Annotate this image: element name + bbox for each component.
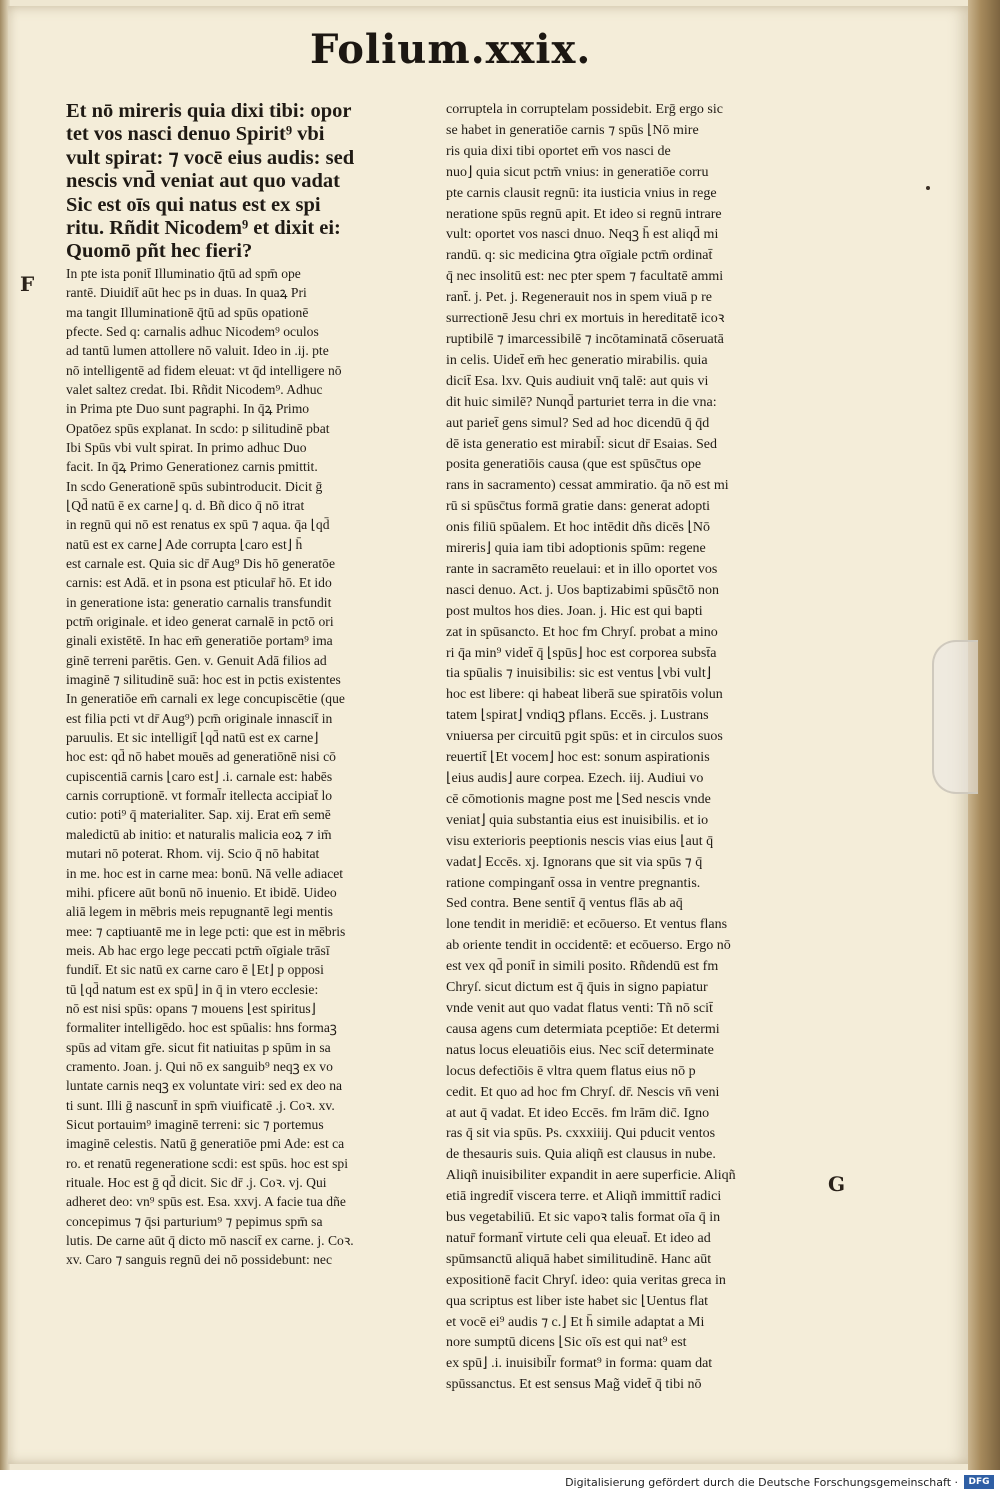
text-line: zat in spūsancto. Et hoc fm Chryſ. probat a mino <box>446 624 718 640</box>
text-line: pte carnis clausit regnū: ita iusticia vnius in rege <box>446 185 717 201</box>
text-line: nasci denuo. Act. j. Uos baptizabimi spūsc̄tō non <box>446 582 719 598</box>
text-line: natū est ex carne⌋ Ade corrupta ⌊caro est⌋ h̄ <box>66 536 303 552</box>
text-line: paruulis. Et sic intelligit̄ ⌊qd̄ natū est ex carne⌋ <box>66 730 319 746</box>
text-line: ginē terreni parētis. Gen. v. Genuit Adā filios ad <box>66 652 327 668</box>
text-line: concepimus ⁊ q̄si parturium⁹ ⁊ pepimus spm̄ sa <box>66 1213 323 1229</box>
ink-mark <box>926 186 930 190</box>
text-line: posita generatiōis causa (que est spūsc̄tus ope <box>446 457 702 473</box>
text-line: nō intelligentē ad fidem eleuat: vt q̄d intelligere nō <box>66 362 342 378</box>
text-line: In generatiōe em̄ carnali ex lege concupiscētie (que <box>66 691 345 707</box>
text-line: locus defectiōis ē vltra quem flatus eius nō p <box>446 1063 696 1079</box>
text-line: ⌊eius audis⌋ aure corpea. Ezech. iij. Audiui vo <box>446 771 704 786</box>
text-line: spūssanctus. Et est sensus Mag̃ videt̄ q̄ tibi nō <box>446 1377 702 1393</box>
opening-line: Et nō mireris quia dixi tibi: opor <box>66 100 352 122</box>
text-line: spūs ad vitam gr̄e. sicut fit natiuitas p spūm in sa <box>66 1039 331 1055</box>
text-line: veniat⌋ quia substantia eius est inuisibilis. et io <box>446 812 709 828</box>
text-line: xv. Caro ⁊ sanguis regnū dei nō possidebunt: nec <box>66 1252 333 1268</box>
text-line: randū. q: sic medicina ꝯtra oīgiale pctm̄ ordinat̄ <box>446 248 713 264</box>
text-line: qua scriptus est liber iste habet sic ⌊Uentus flat <box>446 1293 709 1309</box>
opening-line: Sic est oīs qui natus est ex spi <box>66 193 321 216</box>
opening-line: vult spirat: ⁊ vocē eius audis: sed <box>66 146 355 169</box>
dfg-logo: DFG <box>964 1475 994 1489</box>
text-line: est vex qd̄ ponit̄ in simili posito. Rñdendū est fm <box>446 959 719 975</box>
text-line: ris quia dixi tibi oportet em̄ vos nasci de <box>446 143 671 159</box>
text-line: in regnū qui nō est renatus ex spū ⁊ aqua. q̄a ⌊qd̄ <box>66 517 330 533</box>
text-line: et vocē ei⁹ audis ⁊ c.⌋ Et h̄ simile adaptat a Mi <box>446 1314 705 1330</box>
footer-bar <box>0 1470 1000 1493</box>
text-line: meis. Ab hac ergo lege peccati pctm̄ oīgiale trāsī <box>66 942 330 958</box>
text-line: ginali existētē. In hac em̄ generatiōe portam⁹ ima <box>66 633 333 649</box>
text-column-left <box>66 100 426 1270</box>
text-line: ras q̄ sit via spūs. Ps. cxxxiiij. Qui pducit ventos <box>446 1126 716 1142</box>
text-line: visu exterioris peeptionis nescis vias eius ⌊aut q̄ <box>446 833 714 849</box>
text-line: est carnale est. Quia sic dr̄ Aug⁹ Dis hō generatōe <box>66 556 335 571</box>
text-line: dē ista generatio est mirabil̄: sicut dr̄ Esaias. Sed <box>446 436 717 452</box>
text-line: ab oriente tendit in occidentē: et ecōuerso. Ergo nō <box>446 938 731 954</box>
text-line: tia spūalis ⁊ inuisibilis: sic est ventus ⌊vbi vult⌋ <box>446 666 712 682</box>
text-line: cramento. Joan. j. Qui nō ex sanguib⁹ neqꝫ ex vo <box>66 1058 333 1074</box>
text-line: cedit. Et quo ad hoc fm Chryſ. dr̄. Nescis vn̄ veni <box>446 1084 720 1100</box>
text-line: tū ⌊qd̄ natum est ex spū⌋ in q̄ in vtero ecclesie: <box>66 981 319 997</box>
text-column-right <box>446 100 816 1396</box>
text-line: nuo⌋ quia sicut pctm̄ vnius: in generatiōe corru <box>446 164 709 180</box>
text-line: de thesauris suis. Quia aliqñ est clausus in nube. <box>446 1147 716 1163</box>
text-line: formaliter intelligēdo. hoc est spūalis: hns formaꝫ <box>66 1020 337 1036</box>
text-line: hoc est libere: qi habeat liberā sue spiratōis volun <box>446 687 723 703</box>
text-line: luntate carnis neqꝫ ex voluntate viri: sed ex deo na <box>66 1078 343 1094</box>
text-line: Chryſ. sicut dictum est q̄ q̄uis in signo papiatur <box>446 980 708 996</box>
funding-credit: Digitalisierung gefördert durch die Deutsche Forschungsgemeinschaft · <box>565 1476 958 1489</box>
text-line: valet saltez credat. Ibi. Rñdit Nicodem⁹. Adhuc <box>66 381 323 397</box>
page-clip <box>932 640 978 794</box>
opening-line: Quomō pñt hec fieri? <box>66 240 253 263</box>
text-line: in me. hoc est in carne mea: bonū. Nā velle adiacet <box>66 865 344 881</box>
opening-line: nescis vnd̄ veniat aut quo vadat <box>66 170 340 193</box>
text-line: In scdo Generationē spūs subintroducit. Dicit ḡ <box>66 478 323 494</box>
text-line: etiā ingredit̄ viscera terre. et Aliqñ immittit̄ radici <box>446 1189 722 1205</box>
text-line: aut pariet̄ gens simul? Sed ad hoc dicendū q̄ q̄d <box>446 415 710 431</box>
text-line: reuertit̄ ⌊Et vocem⌋ hoc est: sonum aspirationis <box>446 750 710 766</box>
commentary-right <box>446 100 816 1396</box>
text-line: ad tantū lumen attollere nō valuit. Ideo in .ij. pte <box>66 343 329 359</box>
text-line: ruptibilē ⁊ imarcessibilē ⁊ incōtaminatā cōseruatā <box>446 331 724 347</box>
text-line: pfecte. Sed q: carnalis adhuc Nicodem⁹ oculos <box>66 323 319 339</box>
text-line: expositionē facit Chryſ. ideo: quia veritas greca in <box>446 1272 726 1288</box>
text-line: Aliqñ inuisibiliter expandit in aere superficie. Aliqñ <box>446 1168 736 1184</box>
opening-passage <box>66 100 426 264</box>
text-line: imaginē ⁊ silitudinē suā: hoc est in pctis existentes <box>66 672 341 688</box>
text-line: lone tendit in meridiē: et ecōuerso. Et ventus flans <box>446 917 728 933</box>
text-line: pctm̄ originale. et ideo generat carnalē in pctō ori <box>66 614 334 630</box>
text-line: ro. et renatū regeneratione scdi: est spūs. hoc est spi <box>66 1155 348 1171</box>
text-line: rituale. Hoc est ḡ qd̄ dicit. Sic dr̄ .j. Coꝛ. vj. Qui <box>66 1175 327 1190</box>
text-line: rantē. Diuidit̄ aūt hec ps in duas. In quaꝝ Pri <box>66 285 307 301</box>
text-line: mutari nō poterat. Rhom. vij. Scio q̄ nō habitat <box>66 846 320 862</box>
text-line: ma tangit Illuminationē q̄tū ad spūs opationē <box>66 304 309 320</box>
text-line: mihi. pficere aūt bonū nō inuenio. Et ibidē. Uideo <box>66 884 337 900</box>
text-line: natur̄ formant̄ virtute celi qua eleuat̄. Et ideo ad <box>446 1230 711 1246</box>
text-line: neratione spūs regnū apit. Et ideo si regnū intrare <box>446 206 722 222</box>
text-line: carnis: est Adā. et in psona est pticular̄ hō. Et ido <box>66 575 332 591</box>
text-line: est filia pcti vt dr̄ Aug⁹) pcm̄ originale innascit̄ in <box>66 710 333 726</box>
text-line: in celis. Uidet̄ em̄ hec generatio mirabilis. quia <box>446 352 708 368</box>
text-line: q̄ nec insolitū est: nec pter spem ⁊ facultatē ammi <box>446 269 724 285</box>
text-line: aliā legem in mēbris meis repugnantē legi mentis <box>66 904 333 920</box>
text-line: tatem ⌊spirat⌋ vndiqꝫ pflans. Eccēs. j. Lustrans <box>446 708 709 724</box>
text-line: cē cōmotionis magne post me ⌊Sed nescis vnde <box>446 791 711 807</box>
text-line: spūmsanctū aliquā habet similitudinē. Hanc aūt <box>446 1251 712 1267</box>
opening-line: ritu. Rñdit Nicodem⁹ et dixit ei: <box>66 217 341 240</box>
text-line: ex spū⌋ .i. inuisibil̄r format⁹ in forma: quam dat <box>446 1356 713 1372</box>
text-line: mee: ⁊ captiuantē me in lege pcti: que est in mēbris <box>66 923 346 939</box>
opening-line: tet vos nasci denuo Spirit⁹ vbi <box>66 123 325 146</box>
text-line: hoc est: qd̄ nō habet mouēs ad generatiōnē nisi cō <box>66 749 336 765</box>
text-line: maledictū ab initio: et naturalis malicia eoꝝ ⁊ im̄ <box>66 826 332 842</box>
text-line: dicit̄ Esa. lxv. Quis audiuit vnq̄ talē: aut quis vi <box>446 373 709 389</box>
text-line: imaginē celestis. Natū ḡ generatiōe pmi Ade: est ca <box>66 1136 345 1152</box>
text-line: Ibi Spūs vbi vult spirat. In primo adhuc Duo <box>66 439 307 455</box>
text-line: nō est nisi spūs: opans ⁊ mouens ⌊est spiritus⌋ <box>66 1000 316 1016</box>
text-line: rant̄. j. Pet. j. Regenerauit nos in spem viuā p re <box>446 290 712 306</box>
text-line: in generatione ista: generatio carnalis transfundit <box>66 594 332 610</box>
text-line: ratione compingant̄ ossa in ventre pregnantis. <box>446 875 701 891</box>
text-line: surrectionē Jesu chri ex mortuis in hereditatē icoꝛ <box>446 311 725 327</box>
text-line: causa agens cum determiata pceptiōe: Et determi <box>446 1021 720 1037</box>
text-line: vult: oportet vos nasci dnuo. Neqꝫ h̄ est aliqd̄ mi <box>446 227 719 243</box>
text-line: cupiscentiā carnis ⌊caro est⌋ .i. carnale est: habēs <box>66 768 333 784</box>
text-line: adheret deo: vn⁹ spūs est. Esa. xxvj. A facie tua dñe <box>66 1194 346 1210</box>
text-line: cutio: poti⁹ q̄ materialiter. Sap. xij. Erat em̄ semē <box>66 807 331 823</box>
text-line: at aut q̄ vadat. Et ideo Eccēs. fm lrām dic̄. Igno <box>446 1105 710 1121</box>
text-line: natus locus eleuatiōis eius. Nec scit̄ determinate <box>446 1042 714 1058</box>
text-line: bus vegetabiliū. Et sic vapoꝛ talis format oīa q̄ in <box>446 1210 721 1226</box>
text-line: lutis. De carne aūt q̄ dicto mō nascit̄ ex carne. j. Coꝛ. <box>66 1233 354 1249</box>
page-folio-heading: Folium.xxix. <box>310 26 592 73</box>
text-line: vadat⌋ Eccēs. xj. Ignorans que sit via spūs ⁊ q̄ <box>446 854 703 870</box>
text-line: Sed contra. Bene sentit̄ q̄ ventus flās ab aq̄ <box>446 896 683 912</box>
text-line: facit. In q̄ꝝ Primo Generationez carnis pmittit. <box>66 459 318 475</box>
text-line: in Prima pte Duo sunt pagraphi. In q̄ꝝ Primo <box>66 401 310 417</box>
text-line: carnis corruptionē. vt formal̄r itellecta accipiat̄ lo <box>66 788 333 804</box>
text-line: ri q̄a min⁹ videt̄ q̄ ⌊spūs⌋ hoc est corporea subst̄a <box>446 645 717 661</box>
text-line: mireris⌋ quia iam tibi adoptionis spūm: regene <box>446 541 706 557</box>
text-line: post multos hos dies. Joan. j. Hic est qui bapti <box>446 603 703 619</box>
text-line: onis filiū spūalem. Et hoc intēdit dñs dicēs ⌊Nō <box>446 520 711 536</box>
text-line: rante in sacramēto reuelaui: et in illo oportet vos <box>446 561 718 577</box>
text-line: fundit̄. Et sic natū ex carne caro ē ⌊Et⌋ p opposi <box>66 962 324 978</box>
text-line: ⌊Qd̄ natū ē ex carne⌋ q. d. Bñ dico q̄ nō itrat <box>66 497 305 513</box>
margin-letter-left: F <box>20 272 35 296</box>
text-line: ti sunt. Illi ḡ nascunt̄ in spm̄ viuificatē .j. Coꝛ. xv. <box>66 1097 335 1113</box>
text-line: corruptela in corruptelam possidebit. Erḡ ergo sic <box>446 102 723 117</box>
margin-letter-right: G <box>828 1172 846 1196</box>
text-line: Opatōez spūs explanat. In scdo: p silitudinē pbat <box>66 420 330 436</box>
text-line: se habet in generatiōe carnis ⁊ spūs ⌊Nō mire <box>446 122 699 138</box>
text-line: vniuersa per circuitū pgit spūs: et in circulos suos <box>446 729 723 745</box>
text-line: Sicut portauim⁹ imaginē terreni: sic ⁊ portemus <box>66 1116 324 1132</box>
text-line: rans in sacramento) cessat ammiratio. q̄a nō est mi <box>446 478 729 494</box>
commentary-left <box>66 264 426 1270</box>
text-line: dit huic similē? Nunqd̄ parturiet terra in die vna: <box>446 394 717 410</box>
text-line: nore sumptū dicens ⌊Sic oīs est qui nat⁹ est <box>446 1335 687 1351</box>
text-line: In pte ista ponit̄ Illuminatio q̄tū ad spm̄ ope <box>66 265 301 281</box>
text-line: vnde venit aut quo vadat flatus venti: Tñ nō scit̄ <box>446 1000 713 1016</box>
text-line: rū si spūsc̄tus formā gratie dans: generat adopti <box>446 499 710 515</box>
